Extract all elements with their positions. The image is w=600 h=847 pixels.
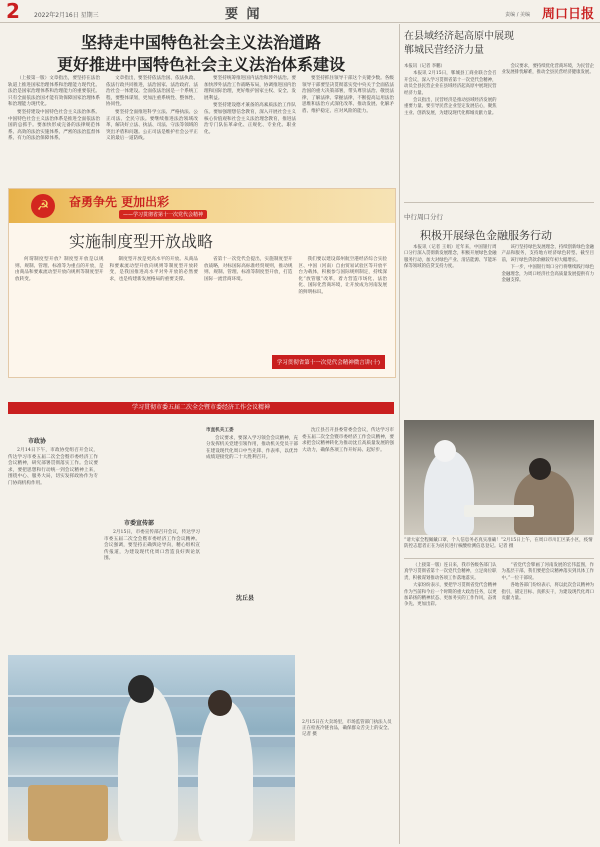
banner-col-2 (110, 257, 199, 347)
article-body (206, 428, 298, 598)
article-body (8, 448, 98, 523)
page-number: 2 (6, 0, 20, 23)
special-section-box (8, 188, 396, 378)
banner-paragraph: 何谓制度型开放？制度型开放是以规则、规制、管理、标准等为重点的开放，是由商品和要素流动型开放向规则等制度型开放转变。 (15, 257, 104, 282)
volunteer-head (434, 440, 456, 462)
section-name: 要 闻 (225, 7, 262, 22)
banner-col-3 (204, 257, 293, 347)
article-heading: 沈丘县 (236, 595, 255, 602)
divider (404, 558, 594, 559)
right-article-3-body (404, 563, 594, 843)
lead-paragraph: （上接第一版）文章指出，要坚持在法治轨道上推进国家治理体系和治理能力现代化。法治是国家治理体系和治理能力的重要依托。只有全面依法治国才能有效保障国家治理体系和治理能力现代化。 (8, 76, 100, 108)
photo-caption: 2月15日在大卖场里，市场监管部门执法人员正在检查冷链食品，确保群众舌尖上的安全。记者 摄 (302, 720, 392, 737)
resident-head (529, 458, 551, 480)
right-kicker: 中行周口分行 (404, 213, 443, 221)
special-section-banner (9, 189, 395, 223)
article-paragraph: 沈丘县召开县委常委会会议，传达学习市委五届二次全会暨市委经济工作会议精神，要求把会议精神转化为推动沈丘高质量发展的强大动力，确保各项工作开好局、起好步。 (302, 428, 394, 453)
right-col (502, 563, 595, 843)
article-heading: 市委宣传部 (124, 520, 155, 527)
article-col (206, 428, 298, 598)
banner-paragraph: 制度型开放是更高水平的开放。从商品和要素流动型开放向规则等制度型开放转变，是我国推进高水平对外开放的必然要求，也是构建新发展格局的重要支撑。 (109, 257, 198, 282)
article-col (302, 428, 394, 648)
banner-col-4 (299, 257, 388, 347)
article-heading-inline: 市直机关工委 (206, 428, 234, 433)
right-paragraph: （上接第一版）连日来，我市各级各部门认真学习贯彻省第十一次党代会精神，立足岗位职责，积极谋划推动各项工作落地落实。 (404, 563, 497, 581)
inspector-figure (118, 685, 178, 841)
right-paragraph: 下一步，中国银行周口分行将继续践行绿色金融理念，为周口经济社会高质量发展提供有力金融支撑。 (501, 265, 594, 284)
newspaper-logo: 周口日报 (541, 7, 594, 22)
banner-subtitle: ——学习贯彻省第十一次党代会精神 (119, 210, 207, 219)
lead-paragraph: 要坚持统筹推进国内法治和涉外法治。要加快涉外法治工作战略布局，协调推进国内治理和国际治理，更好维护国家主权、安全、发展利益。 (204, 76, 296, 101)
right-paragraph: 该行坚持绿色发展理念，持续创新绿色金融产品和服务，支持地方经济绿色转型。截至目前，该行绿色贷款余额较年初大幅增长。 (501, 245, 594, 263)
right-col (502, 245, 595, 415)
divider (404, 202, 594, 203)
page-header (0, 0, 600, 23)
article-paragraph: 会议要求，要深入学习领会会议精神，充分发挥机关党建引领作用，推动机关党员干部在建设现代化周口中当先锋、作表率，以优异成绩迎接党的二十大胜利召开。 (206, 435, 298, 461)
byline: 本报讯（记者 李鹏） (404, 64, 445, 69)
article-body (104, 530, 200, 610)
article-col (104, 530, 200, 610)
right-headline-2: 积极开展绿色金融服务行动 (420, 229, 552, 242)
right-headline-1 (404, 30, 594, 58)
right-col (404, 64, 497, 192)
supermarket-photo (8, 655, 295, 841)
right-paragraph: 各地各部门纷纷表示，将以此次会议精神为指引，锚定目标、真抓实干，为建设现代化周口贡献力量。 (501, 583, 594, 602)
inspector-head (208, 690, 232, 716)
article-paragraph: 2月14日下午，市政协党组召开会议，传达学习市委五届二次全会暨市委经济工作会议精神，研究部署贯彻落实工作。会议要求，要把思想和行动统一到会议精神上来，围绕中心、服务大局，切实发挥政协作为专门协商机构作用。 (8, 448, 98, 486)
lead-article-body (8, 76, 394, 184)
article-heading: 市政协 (28, 438, 47, 445)
section-band: 学习贯彻市委五届二次全会暨市委经济工作会议精神 (8, 402, 394, 414)
right-paragraph: 会议要求，要持续优化营商环境，为民营企业发展排忧解难，推动全县民营经济健康发展。 (501, 64, 594, 76)
lead-col-1 (8, 76, 100, 184)
right-col (404, 563, 497, 843)
lead-col-2 (106, 76, 198, 184)
lead-col-3 (204, 76, 296, 184)
issue-date: 2022年2月16日 星期三 (34, 11, 99, 19)
covid-testing-photo (404, 420, 594, 535)
inspector-figure (198, 700, 253, 841)
banner-headline: 实施制度型开放战略 (69, 232, 214, 251)
banner-paragraph: 省第十一次党代会提出，实施制度型开放战略，对标国际高标准经贸规则，推动规则、规制、管理、标准等制度型开放，打造国际一流营商环境。 (204, 257, 293, 282)
resident-figure (514, 470, 574, 535)
article-col (8, 448, 98, 523)
right-paragraph: 本报讯（记者 王娟）近年来，中国银行周口分行深入贯彻新发展理念，积极开展绿色金融服务行动，加大对绿色产业、清洁能源、节能环保等领域的信贷支持力度。 (404, 245, 497, 270)
lead-paragraph: 要坚持建设德才兼备的高素质法治工作队伍。要加强理想信念教育，深入开展社会主义核心价值观和社会主义法治理念教育，推进法治专门队伍革命化、正规化、专业化、职业化。 (204, 103, 296, 135)
right-paragraph: 会议指出，民营经济是推动县域经济发展的重要力量。要引导民营企业坚定发展信心，聚焦主业、创新发展，为建设现代化郸城贡献力量。 (404, 98, 497, 116)
article-paragraph: 2月15日，市委宣传部召开会议，传达学习市委五届二次全会暨市委经济工作会议精神。会议强调，要坚持正确舆论导向，精心组织宣传报道，为建设现代化周口营造良好舆论氛围。 (104, 530, 200, 562)
right-article-2-body (404, 245, 594, 415)
column-divider (399, 24, 400, 844)
right-headline-line: 在县域经济起高原中展现 (404, 31, 514, 42)
banner-article-body (15, 257, 387, 347)
lead-headline-2: 更好推进中国特色社会主义法治体系建设 (56, 55, 345, 74)
right-headline-line: 郸城民营经济力量 (404, 45, 484, 56)
lead-headline-1: 坚持走中国特色社会主义法治道路 (80, 33, 321, 52)
banner-slogan: 奋勇争先 更加出彩 (69, 195, 170, 209)
right-paragraph: 大家纷纷表示，要把学习贯彻省党代会精神作为当前和今后一个时期的重大政治任务，以更加昂扬的精神状态、更加务实的工作作风，奋勇争先、更加出彩。 (404, 583, 497, 608)
banner-series-label: 学习贯彻省第十一次党代会精神微言讲(十) (272, 355, 385, 369)
party-emblem-icon: ☭ (31, 194, 55, 218)
lead-paragraph: 要坚持全面推进科学立法、严格执法、公正司法、全民守法。要继续推进法治领域改革，解决好立法、执法、司法、守法等领域的突出矛盾和问题。公正司法是维护社会公平正义的最后一道防线。 (106, 109, 198, 142)
right-col (404, 245, 497, 415)
volunteer-figure (424, 450, 474, 535)
lead-paragraph: 要坚持抓住领导干部这个关键少数。各级领导干部要坚决贯彻落实党中央关于全面依法治国的重大决策部署，带头尊崇法治、敬畏法律，了解法律、掌握法律，不断提高运用法治思维和法治方式深化改革、推动发展、化解矛盾、维护稳定、应对风险的能力。 (302, 76, 394, 114)
right-paragraph: 本报讯 2月15日，郸城县工商业联合会召开会议，深入学习贯彻省第十一次党代会精神，动员全县民营企业在县域经济起高原中展现民营经济力量。 (404, 71, 497, 96)
right-col (502, 64, 595, 192)
lead-col-4 (302, 76, 394, 184)
banner-paragraph: 我们要以建设郑州航空港经济综合实验区、中国（河南）自由贸易试验区等开放平台为载体，积极参与国际规则制定，持续深化“放管服”改革，着力营造市场化、法治化、国际化营商环境，让开放成为河南发展的鲜明标识。 (298, 257, 387, 295)
inspector-head (128, 675, 154, 703)
registration-table (464, 505, 534, 517)
food-display (28, 785, 108, 841)
right-paragraph: “省党代会擘画了河南发展的宏伟蓝图，作为基层干部，我们要把会议精神落实到具体工作中。”一位干部说。 (501, 563, 594, 581)
lead-paragraph: 文章指出，要坚持依法治国、依法执政、依法行政共同推进，法治国家、法治政府、法治社会一体建设。全面依法治国是一个系统工程，要整体谋划，更加注重系统性、整体性、协同性。 (106, 76, 198, 108)
article-body (302, 428, 394, 648)
banner-col-1 (15, 257, 104, 347)
photo-caption: “请大家全程佩戴口罩，个人信息务必真实准确！”2月15日上午，在周口市川汇区某小区，疫情防控志愿者正在为居民进行核酸检测信息登记。记者 摄 (404, 538, 593, 549)
right-article-1-body (404, 64, 594, 192)
lead-paragraph: 要坚持建设中国特色社会主义法治体系。中国特色社会主义法治体系是推进全面依法治国的总抓手。要加快形成完备的法律规范体系、高效的法治实施体系、严密的法治监督体系、有力的法治保障体系。 (8, 109, 100, 142)
editor-credit: 责编 / 美编 (505, 12, 530, 18)
